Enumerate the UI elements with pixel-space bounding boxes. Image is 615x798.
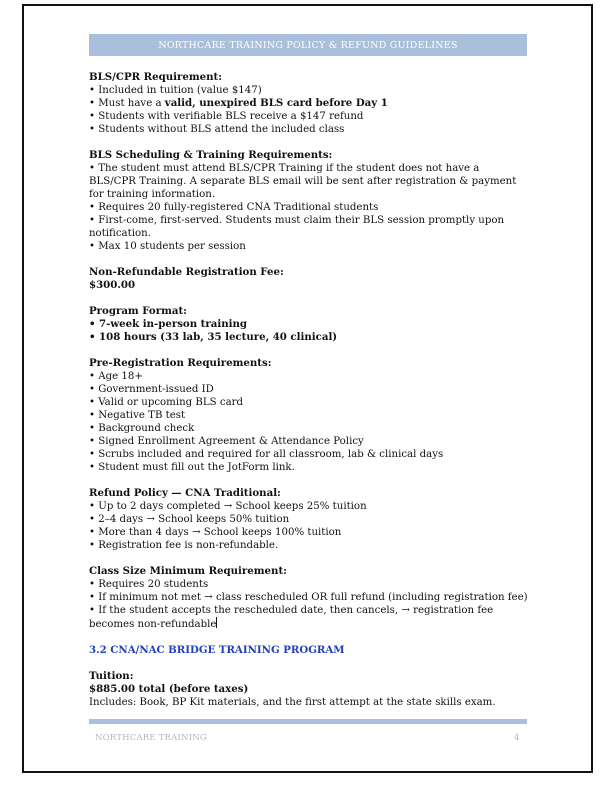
- list-item: • 7-week in-person training: [89, 318, 248, 330]
- list-item: • More than 4 days → School keeps 100% tuition: [89, 527, 342, 538]
- list-item-text: • If the student accepts the rescheduled date, then cancels, → registration fee becomes non-refundable: [89, 605, 494, 630]
- list-item: • The student must attend BLS/CPR Training if the student does not have a BLS/CPR Training. A separate BLS email will be sent after registration & payment for training information.: [89, 163, 517, 200]
- list-item: • If minimum not met → class rescheduled OR full refund (including registration fee): [89, 592, 528, 603]
- pre-registration-section: [89, 357, 529, 474]
- list-item-bold: valid, unexpired BLS card before Day 1: [164, 97, 388, 109]
- list-item: • 2–4 days → School keeps 50% tuition: [89, 514, 290, 525]
- list-item: • Students with verifiable BLS receive a $147 refund: [89, 111, 364, 122]
- header-banner: [89, 34, 527, 56]
- list-item: • Up to 2 days completed → School keeps 25% tuition: [89, 501, 367, 512]
- tuition-section: [89, 670, 529, 709]
- list-item: • Valid or upcoming BLS card: [89, 397, 244, 408]
- list-item: • Signed Enrollment Agreement & Attendance Policy: [89, 436, 364, 447]
- list-item: • Background check: [89, 423, 195, 434]
- registration-fee-heading: Non-Refundable Registration Fee:: [89, 266, 284, 278]
- list-item: • Requires 20 students: [89, 579, 209, 590]
- tuition-includes: Includes: Book, BP Kit materials, and the first attempt at the state skills exam.: [89, 697, 496, 708]
- class-size-heading: Class Size Minimum Requirement:: [89, 565, 287, 577]
- bls-scheduling-section: [89, 149, 529, 253]
- header-title: NORTHCARE TRAINING POLICY & REFUND GUIDELINES: [158, 39, 458, 51]
- tuition-heading: Tuition:: [89, 670, 134, 682]
- class-size-section: [89, 565, 529, 631]
- registration-fee-section: [89, 266, 529, 292]
- bls-section: [89, 71, 529, 136]
- bls-heading: BLS/CPR Requirement:: [89, 71, 222, 83]
- footer-organization: NORTHCARE TRAINING: [95, 733, 207, 743]
- page-number: 4: [514, 733, 520, 743]
- footer-rule: [89, 719, 527, 724]
- list-item: • Student must fill out the JotForm link.: [89, 462, 295, 473]
- list-item: • Government-issued ID: [89, 384, 214, 395]
- list-item-prefix: • Must have a: [89, 98, 165, 109]
- text-cursor: [216, 617, 217, 628]
- document-body[interactable]: [89, 71, 529, 709]
- list-item: • Scrubs included and required for all classroom, lab & clinical days: [89, 449, 444, 460]
- list-item: • Requires 20 fully-registered CNA Traditional students: [89, 202, 379, 213]
- refund-policy-heading: Refund Policy — CNA Traditional:: [89, 487, 281, 499]
- program-format-heading: Program Format:: [89, 305, 187, 317]
- bls-scheduling-heading: BLS Scheduling & Training Requirements:: [89, 149, 333, 161]
- registration-fee-amount: $300.00: [89, 279, 136, 291]
- list-item: [89, 604, 529, 631]
- bridge-program-section: [89, 644, 529, 657]
- list-item: • Students without BLS attend the included class: [89, 124, 345, 135]
- list-item: • Age 18+: [89, 371, 143, 382]
- pre-registration-heading: Pre-Registration Requirements:: [89, 357, 272, 369]
- list-item: [89, 97, 529, 110]
- list-item: • Negative TB test: [89, 410, 186, 421]
- list-item: • Max 10 students per session: [89, 241, 246, 252]
- program-format-section: [89, 305, 529, 344]
- refund-policy-section: [89, 487, 529, 552]
- list-item: • Included in tuition (value $147): [89, 85, 262, 96]
- list-item: • First-come, first-served. Students must claim their BLS session promptly upon notification.: [89, 215, 505, 239]
- tuition-amount: $885.00 total (before taxes): [89, 683, 249, 695]
- list-item: • Registration fee is non-refundable.: [89, 540, 279, 551]
- bridge-program-heading: 3.2 CNA/NAC BRIDGE TRAINING PROGRAM: [89, 644, 345, 656]
- list-item: • 108 hours (33 lab, 35 lecture, 40 clinical): [89, 331, 338, 343]
